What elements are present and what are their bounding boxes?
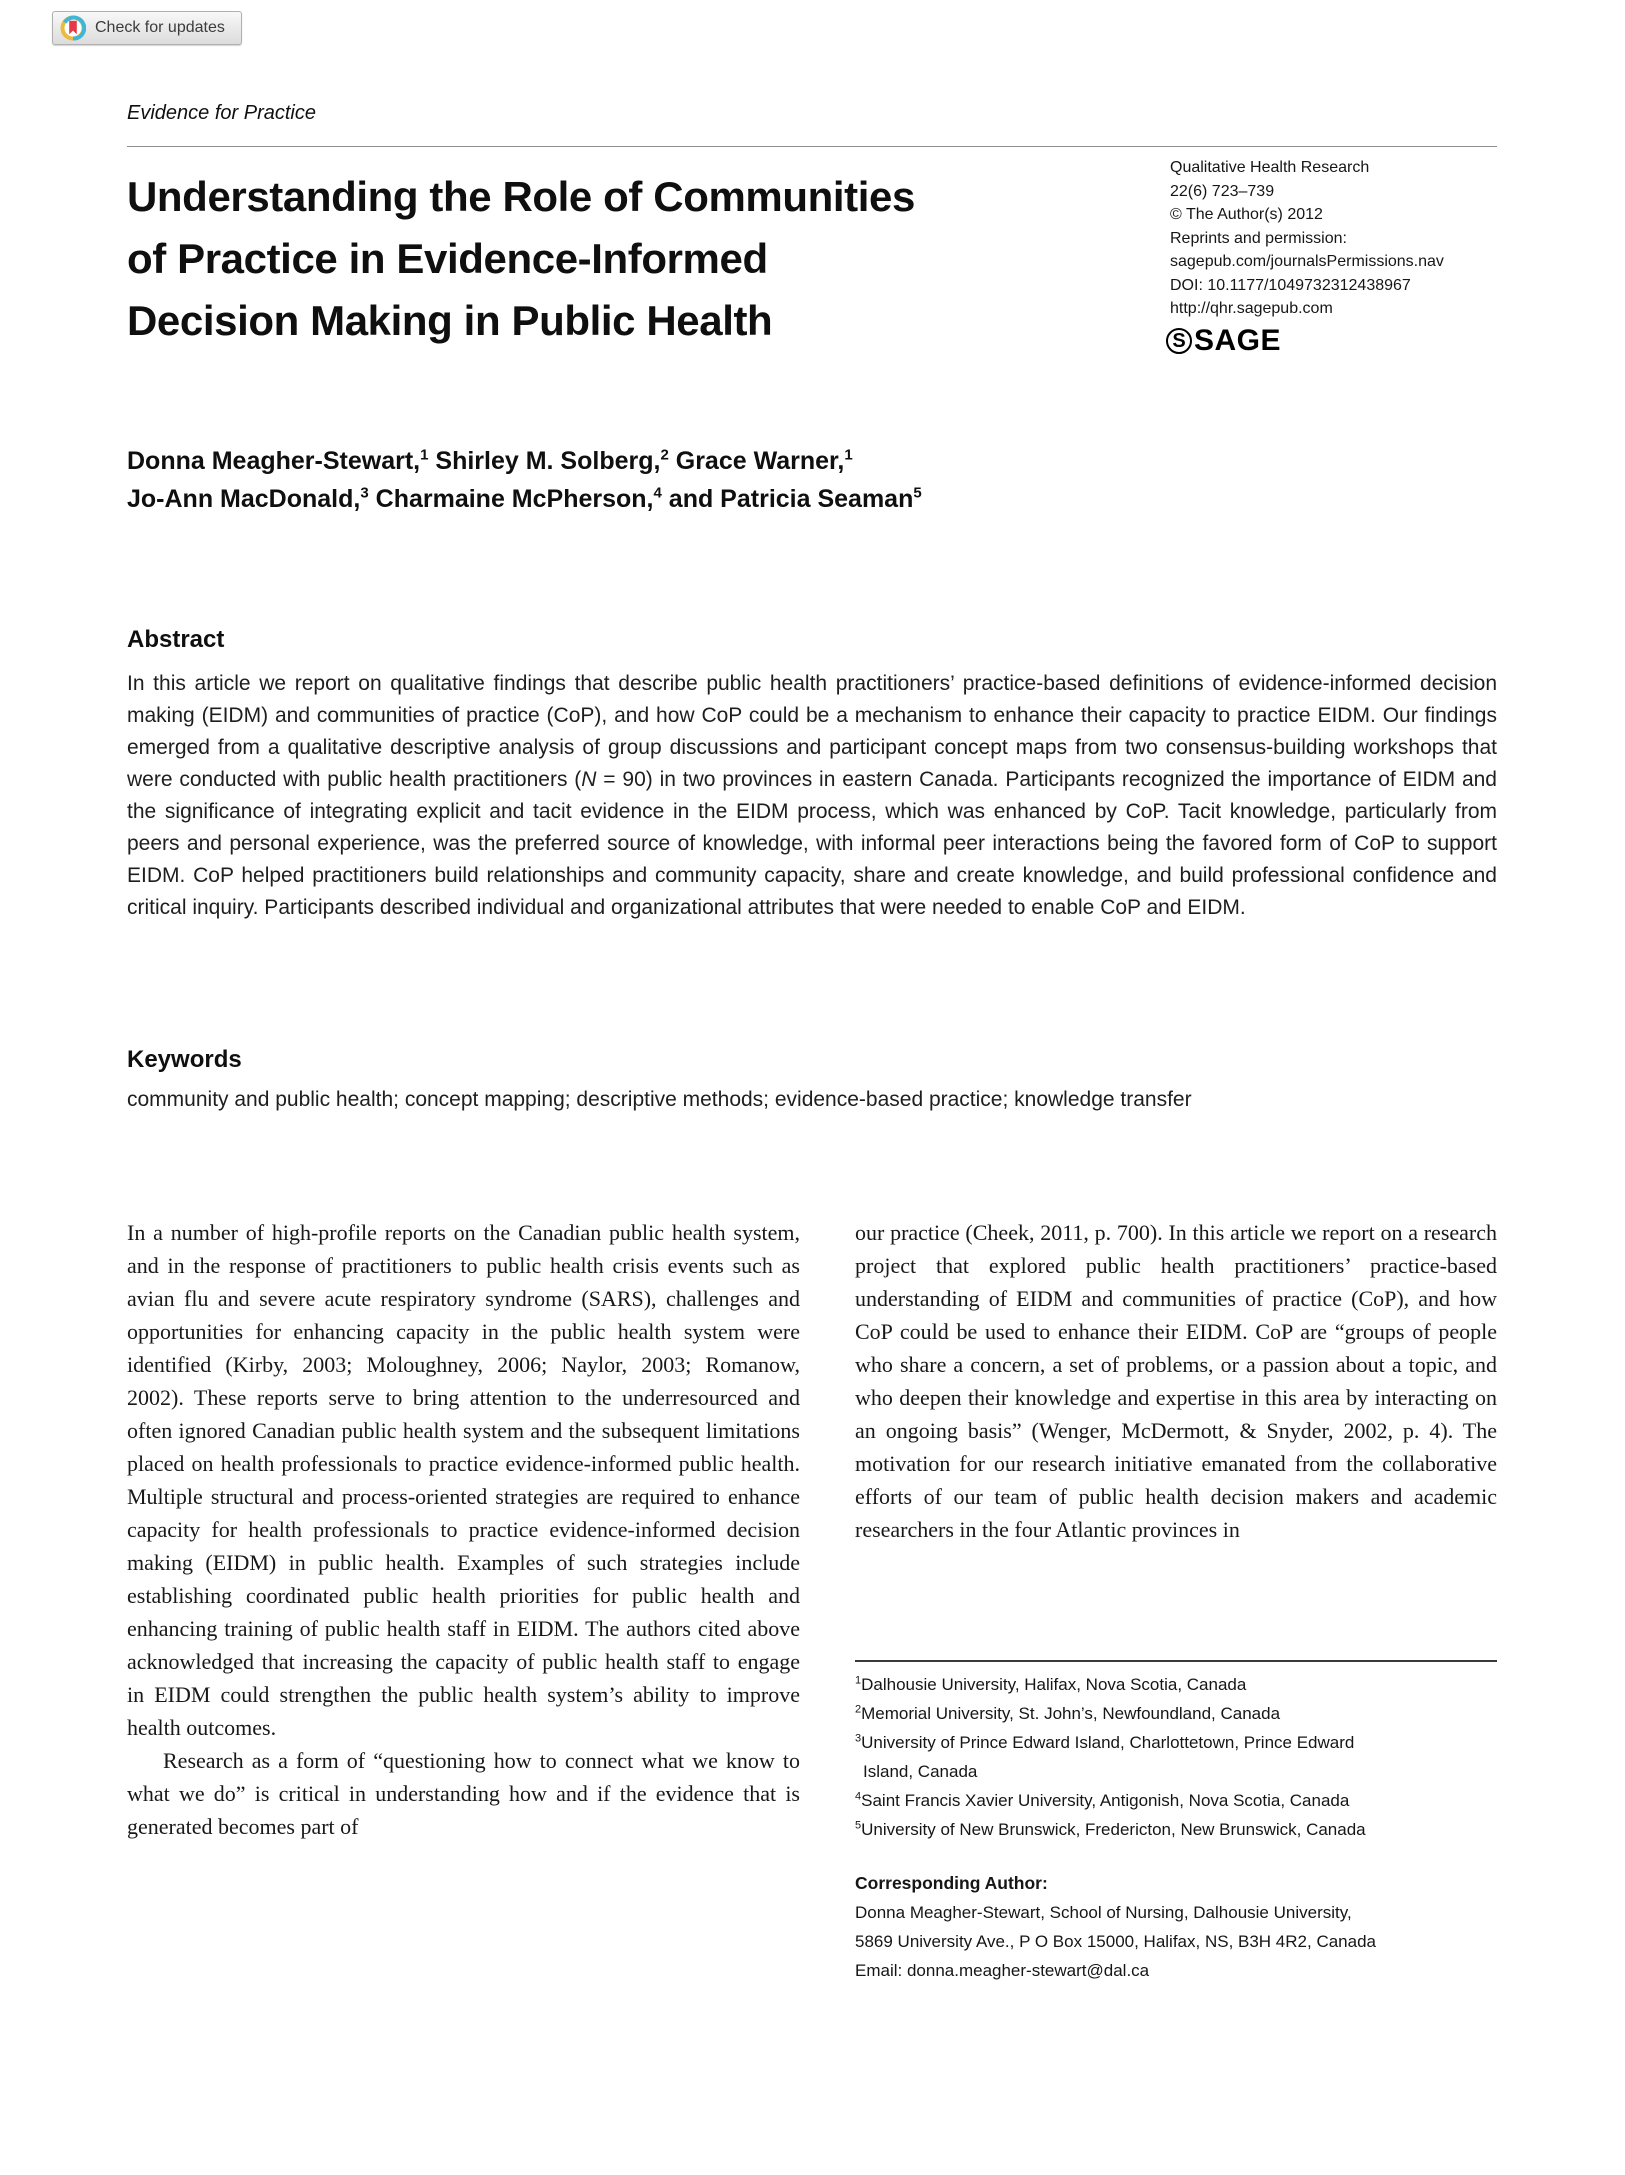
author-list bbox=[127, 442, 922, 518]
article-title-line-2: of Practice in Evidence-Informed bbox=[127, 235, 768, 282]
body-paragraph-1: In a number of high-profile reports on the Canadian public health system, and in the response of practitioners to public health crisis events such as avian flu and severe acute respiratory syndrome (SARS), challenges and opportunities for enhancing capacity in the public health system were identified (Kirby, 2003; Moloughney, 2006; Naylor, 2003; Romanow, 2002). These reports serve to bring attention to the underresourced and often ignored Canadian public health system and the subsequent limitations placed on health professionals to practice evidence-informed public health. Multiple structural and process-oriented strategies are required to enhance capacity for health professionals to practice evidence-informed decision making (EIDM) in public health. Examples of such strategies include establishing coordinated public health priorities for public health and enhancing training of public health staff in EIDM. The authors cited above acknowledged that increasing the capacity of public health staff to engage in EIDM could strengthen the public health system’s ability to improve health outcomes. bbox=[127, 1220, 800, 1740]
affiliation-4: $^4$Saint Francis Xavier University, Antigonish, Nova Scotia, Canada bbox=[855, 1790, 1350, 1810]
journal-info-block bbox=[1170, 156, 1444, 321]
affiliation-3-continued: Island, Canada bbox=[863, 1762, 978, 1781]
corresponding-author-line-2: 5869 University Ave., P O Box 15000, Halifax, NS, B3H 4R2, Canada bbox=[855, 1932, 1376, 1951]
keywords-text: community and public health; concept mapping; descriptive methods; evidence-based practice; knowledge transfer bbox=[127, 1088, 1192, 1111]
abstract-heading: Abstract bbox=[127, 626, 225, 653]
article-title bbox=[127, 166, 915, 352]
sage-circle-s-icon: S bbox=[1166, 328, 1192, 354]
affiliation-5: $^5$University of New Brunswick, Fredericton, New Brunswick, Canada bbox=[855, 1819, 1366, 1839]
footnote-divider bbox=[855, 1660, 1497, 1662]
corresponding-author-heading: Corresponding Author: bbox=[855, 1873, 1048, 1893]
journal-name: Qualitative Health Research bbox=[1170, 159, 1370, 176]
author-line-1: Donna Meagher-Stewart,$^1$ Shirley M. Solberg,$^2$ Grace Warner,$^1$ bbox=[127, 446, 853, 475]
journal-issue-pages: 22(6) 723–739 bbox=[1170, 182, 1275, 200]
article-title-line-1: Understanding the Role of Communities bbox=[127, 173, 915, 220]
body-column-right bbox=[855, 1216, 1497, 1546]
keywords-heading: Keywords bbox=[127, 1046, 242, 1073]
crossmark-icon bbox=[60, 15, 86, 41]
affiliation-2: $^2$Memorial University, St. John’s, Newfoundland, Canada bbox=[855, 1703, 1281, 1723]
footnote-block bbox=[855, 1660, 1497, 1985]
body-paragraph-2-continued: our practice (Cheek, 2011, p. 700). In this article we report on a research project that explored public health practitioners’ practice-based understanding of EIDM and communities of practice (CoP), and how CoP could be used to enhance their EIDM. CoP are “groups of people who share a concern, a set of problems, or a passion about a topic, and who deepen their knowledge and expertise in this area by interacting on an ongoing basis” (Wenger, McDermott, & Snyder, 2002, p. 4). The motivation for our research initiative emanated from the collaborative efforts of our team of public health decision makers and academic researchers in the four Atlantic provinces in bbox=[855, 1220, 1497, 1542]
journal-doi: DOI: 10.1177/1049732312438967 bbox=[1170, 276, 1411, 294]
sage-publisher-logo bbox=[1166, 324, 1281, 358]
corresponding-author-email[interactable]: Email: donna.meagher-stewart@dal.ca bbox=[855, 1961, 1150, 1980]
sage-logo-text: SAGE bbox=[1194, 324, 1282, 357]
author-line-2: Jo-Ann MacDonald,$^3$ Charmaine McPherson,$^4$ and Patricia Seaman$^5$ bbox=[127, 484, 922, 513]
journal-copyright: © The Author(s) 2012 bbox=[1170, 206, 1323, 223]
body-column-left bbox=[127, 1216, 800, 1843]
section-eyebrow: Evidence for Practice bbox=[127, 102, 316, 124]
article-title-line-3: Decision Making in Public Health bbox=[127, 297, 773, 344]
affiliation-1: $^1$Dalhousie University, Halifax, Nova Scotia, Canada bbox=[855, 1674, 1247, 1694]
abstract-text: In this article we report on qualitative findings that describe public health practitioners’ practice-based definitions of evidence-informed decision making (EIDM) and communities of practice (CoP), and how CoP could be a mechanism to enhance their capacity to practice EIDM. Our findings emerged from a qualitative descriptive analysis of group discussions and participant concept maps from two consensus-building workshops that were conducted with public health practitioners (N = 90) in two provinces in eastern Canada. Participants recognized the importance of EIDM and the significance of integrating explicit and tacit evidence in the EIDM process, which was enhanced by CoP. Tacit knowledge, particularly from peers and personal experience, was the preferred source of knowledge, with informal peer interactions being the favored form of CoP to support EIDM. CoP helped practitioners build relationships and community capacity, share and create knowledge, and build professional confidence and critical inquiry. Participants described individual and organizational attributes that were needed to enable CoP and EIDM. bbox=[127, 672, 1497, 919]
corresponding-author-line-1: Donna Meagher-Stewart, School of Nursing, Dalhousie University, bbox=[855, 1903, 1352, 1922]
body-paragraph-2: Research as a form of “questioning how to connect what we know to what we do” is critical in understanding how and if the evidence that is generated becomes part of bbox=[127, 1748, 800, 1839]
affiliation-3: $^3$University of Prince Edward Island, Charlottetown, Prince Edward bbox=[855, 1732, 1355, 1752]
journal-permissions-link[interactable]: sagepub.com/journalsPermissions.nav bbox=[1170, 253, 1444, 270]
header-divider bbox=[127, 146, 1497, 147]
journal-reprints-label: Reprints and permission: bbox=[1170, 229, 1347, 247]
check-for-updates-label: Check for updates bbox=[95, 19, 225, 36]
journal-url-link[interactable]: http://qhr.sagepub.com bbox=[1170, 300, 1333, 317]
check-for-updates-button[interactable] bbox=[52, 11, 242, 45]
